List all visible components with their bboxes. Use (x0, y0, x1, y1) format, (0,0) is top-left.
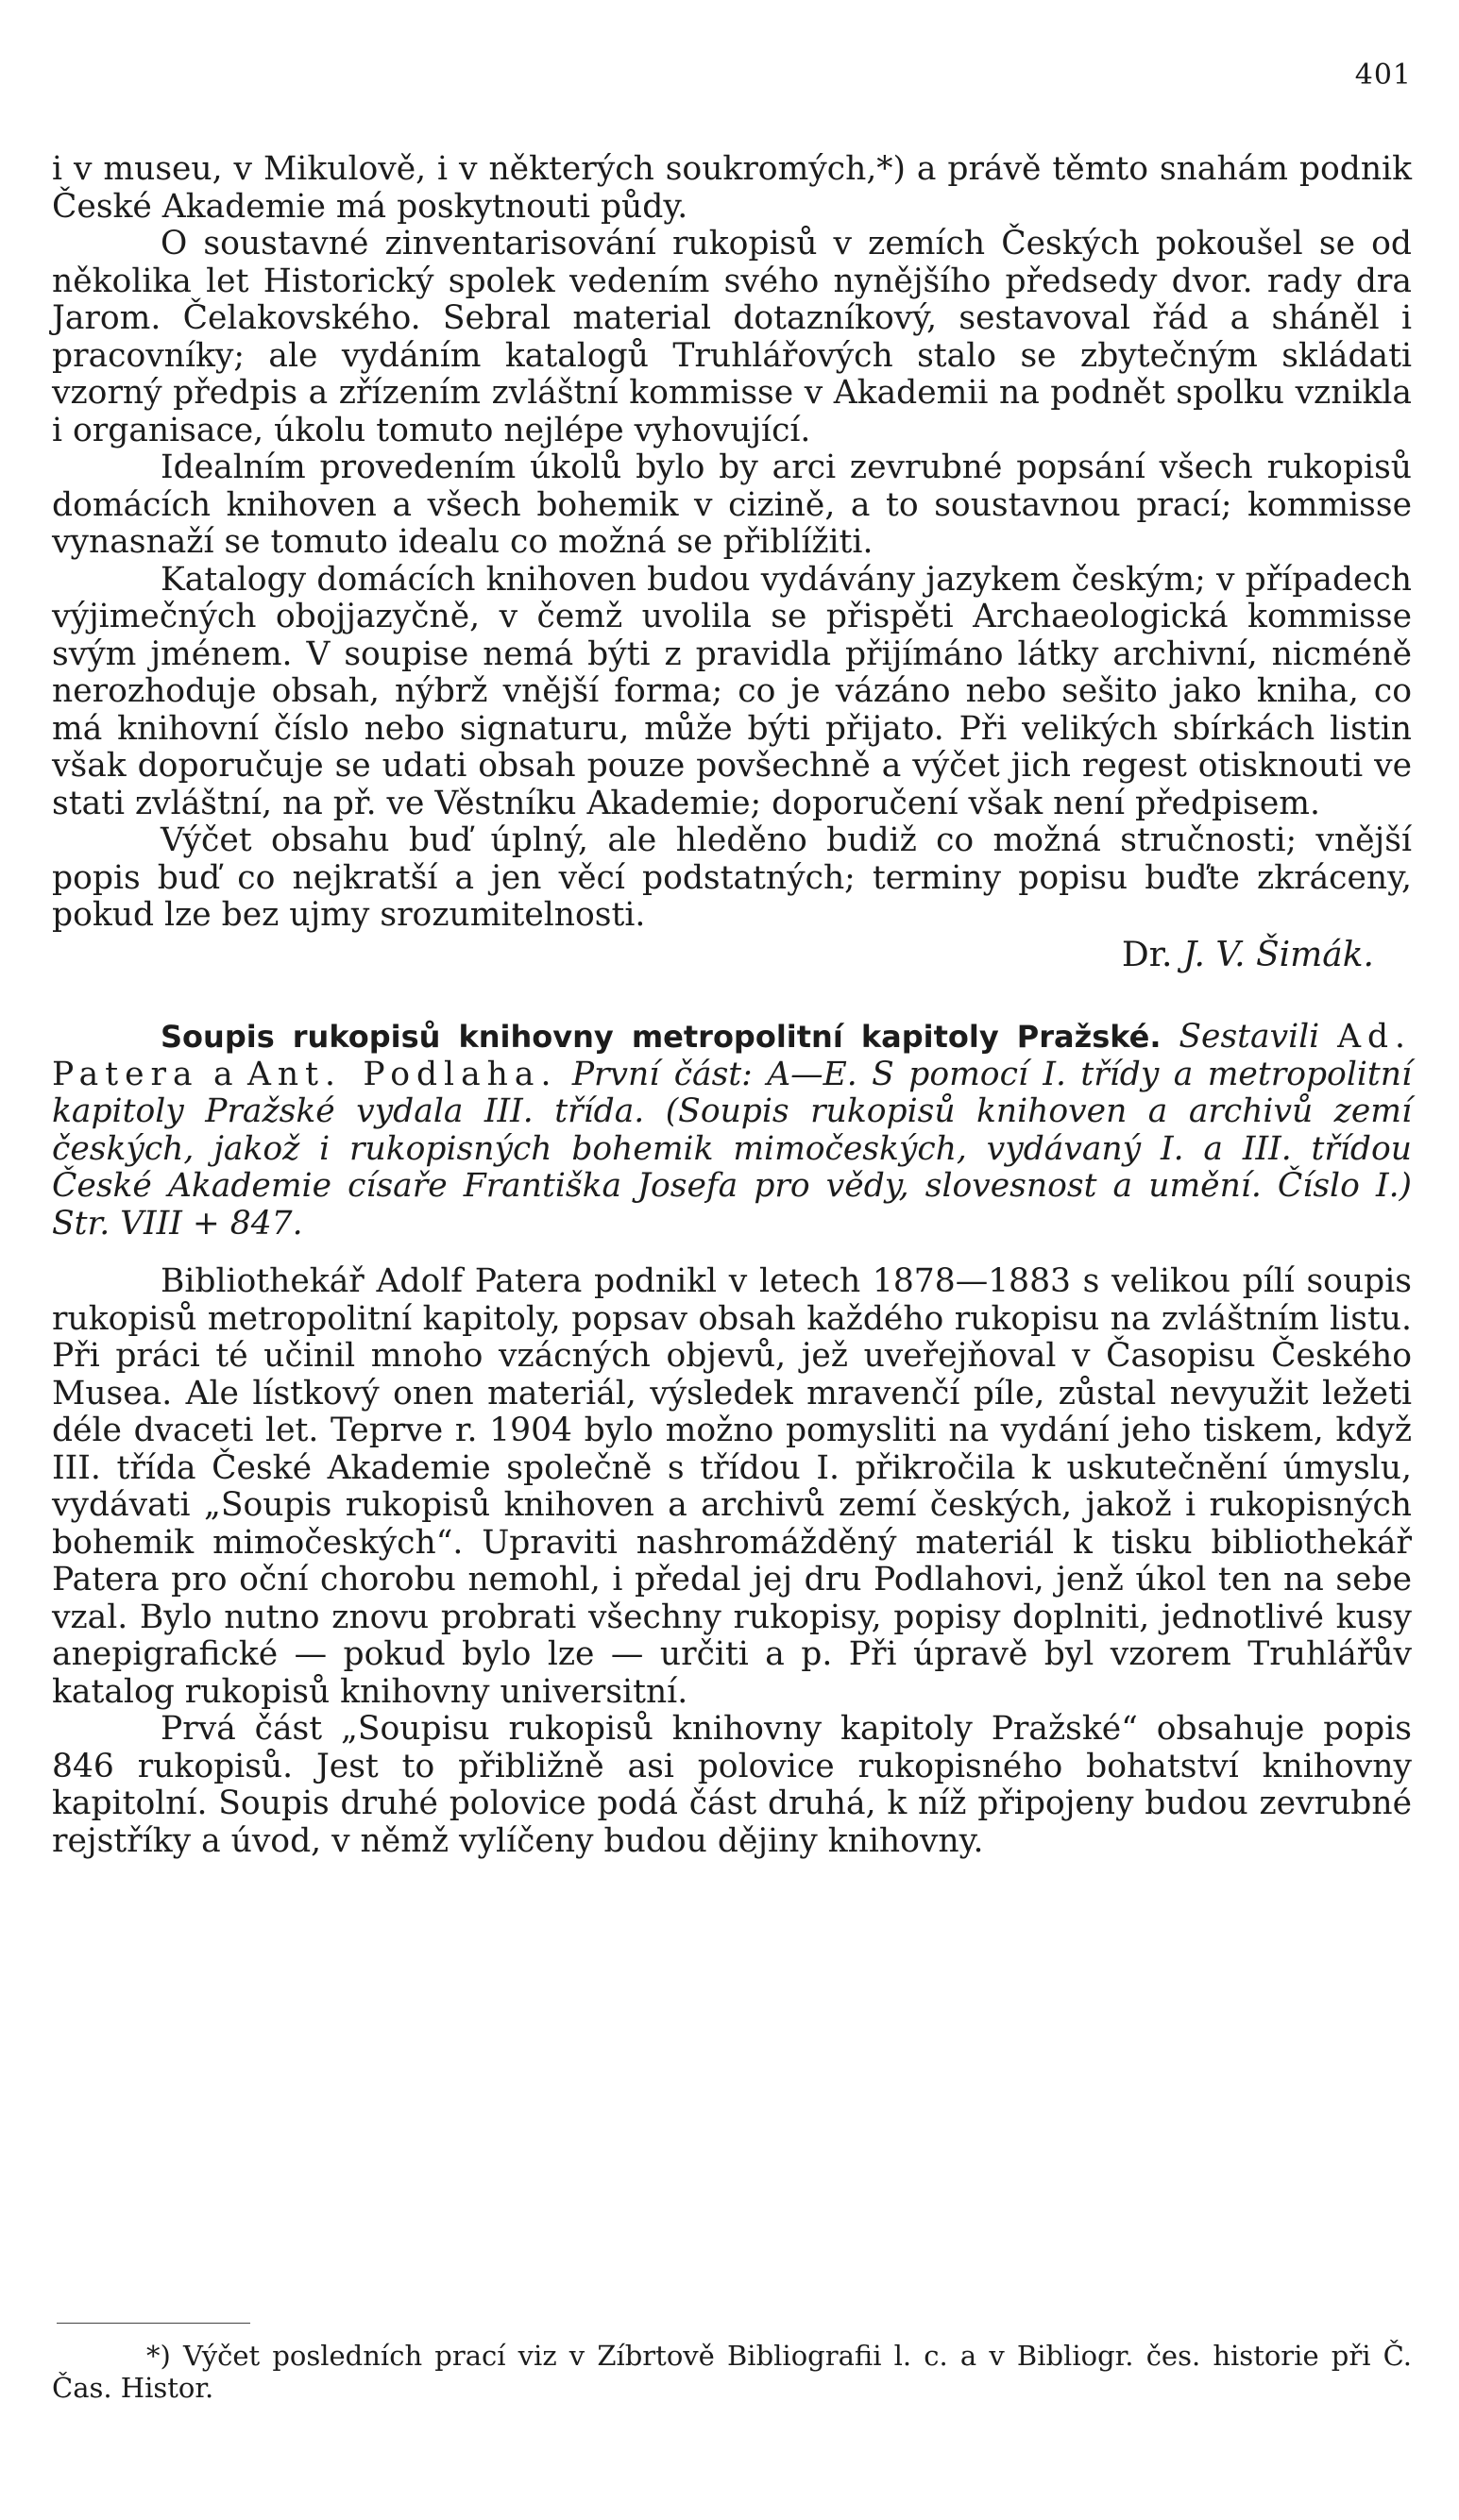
author-signature (52, 937, 1412, 974)
review-title: Soupis rukopisů knihovny metropolitní kapitoly Pražské. (161, 1019, 1162, 1055)
document-page (52, 0, 1412, 2520)
review-author-1: Ad. Patera (52, 1018, 1413, 1093)
review-pages: Str. VIII + 847. (52, 1204, 303, 1243)
paragraph-7: Prvá část „Soupisu rukopisů knihovny kapitoly Pražské“ obsahuje popis 846 rukopisů. Jest to přibližně asi polovice rukopisného bohatství knihovny kapitolní. Soupis druhé polovice podá část druhá, k níž připojeny budou zevrubné rejstříky a úvod, v němž vylíčeny budou dějiny knihovny. (52, 1710, 1412, 1860)
paragraph-4: Katalogy domácích knihoven budou vydávány jazykem českým; v případech výjimečných obojjazyčně, v čemž uvolila se přispěti Archaeologická kommisse svým jménem. V soupise nemá býti z pravidla přijímáno látky archivní, nicméně nerozhoduje obsah, nýbrž vnější forma; co je vázáno nebo sešito jako kniha, co má knihovní číslo nebo signaturu, může býti přijato. Při velikých sbírkách listin však doporučuje se udati obsah pouze povšechně a výčet jich regest otisknouti ve stati zvláštní, na př. ve Věstníku Akademie; doporučení však není předpisem. (52, 560, 1412, 822)
paragraph-1: i v museu, v Mikulově, i v některých soukromých,*) a právě těmto snahám podnik České Akademie má poskytnouti půdy. (52, 150, 1412, 226)
paragraph-2: O soustavné zinventarisování rukopisů v zemích Českých pokoušel se od několika let Historický spolek vedením svého nynějšího předsedy dvor. rady dra Jarom. Čelakovského. Sebral material dotazníkový, sestavoval řád a sháněl i pracovníky; ale vydáním katalogů Truhlářových stalo se zbytečným skládati vzorný předpis a zřízením zvláštní kommisse v Akademii na podnět spolku vznikla i organisace, úkolu tomuto nejlépe vyhovující. (52, 225, 1412, 449)
review-author-2: Ant. Podlaha. (247, 1055, 558, 1093)
footnote-divider (57, 2323, 250, 2324)
review-heading (52, 1019, 1412, 1243)
paragraph-6: Bibliothekář Adolf Patera podnikl v letech 1878—1883 s velikou pílí soupis rukopisů metropolitní kapitoly, popsav obsah každého rukopisu na zvláštním listu. Při práci té učinil mnoho vzácných objevů, jež uveřejňoval v Časopisu Českého Musea. Ale lístkový onen materiál, výsledek mravenčí píle, zůstal nevyužit ležeti déle dvaceti let. Teprve r. 1904 bylo možno pomysliti na vydání jeho tiskem, když III. třída České Akademie společně s třídou I. přikročila k uskutečnění úmyslu, vydávati „Soupis rukopisů knihoven a archivů zemí českých, jakož i rukopisných bohemik mimočeských“. Upraviti nashromážděný materiál k tisku bibliothekář Patera pro oční chorobu nemohl, i předal jej dru Podlahovi, jenž úkol ten na sebe vzal. Bylo nutno znovu probrati všechny rukopisy, popisy doplniti, jednotlivé kusy anepigrafické — pokud bylo lze — určiti a p. Při úpravě byl vzorem Truhlářův katalog rukopisů knihovny universitní. (52, 1262, 1412, 1711)
review-conjunction: a (213, 1055, 233, 1093)
page-number: 401 (1354, 59, 1412, 92)
review-details: První část: A—E. S pomocí I. třídy a metropolitní kapitoly Pražské vydala III. třída. (Soupis rukopisů knihoven a archivů zemí českých, jakož i rukopisných bohemik mimočeských, vydávaný I. a III. třídou České Akademie císaře Františka Josefa pro vědy, slovesnost a umění. Číslo I.) (52, 1055, 1413, 1205)
paragraph-5: Výčet obsahu buď úplný, ale hleděno budiž co možná stručnosti; vnější popis buď co nejkratší a jen věcí podstatných; terminy popisu buďte zkráceny, pokud lze bez ujmy srozumitelnosti. (52, 821, 1412, 934)
main-text (52, 151, 1412, 1860)
footnote: *) Výčet posledních prací viz v Zíbrtově Bibliografii l. c. a v Bibliogr. čes. historie při Č. Čas. Histor. (52, 2340, 1412, 2404)
signature-name: J. V. Šimák. (1182, 935, 1374, 974)
signature-prefix: Dr. (1121, 935, 1173, 974)
paragraph-3: Idealním provedením úkolů bylo by arci zevrubné popsání všech rukopisů domácích knihoven a všech bohemik v cizině, a to soustavnou prací; kommisse vynasnaží se tomuto idealu co možná se přiblížiti. (52, 448, 1412, 561)
review-compiled-by: Sestavili (1179, 1018, 1320, 1056)
